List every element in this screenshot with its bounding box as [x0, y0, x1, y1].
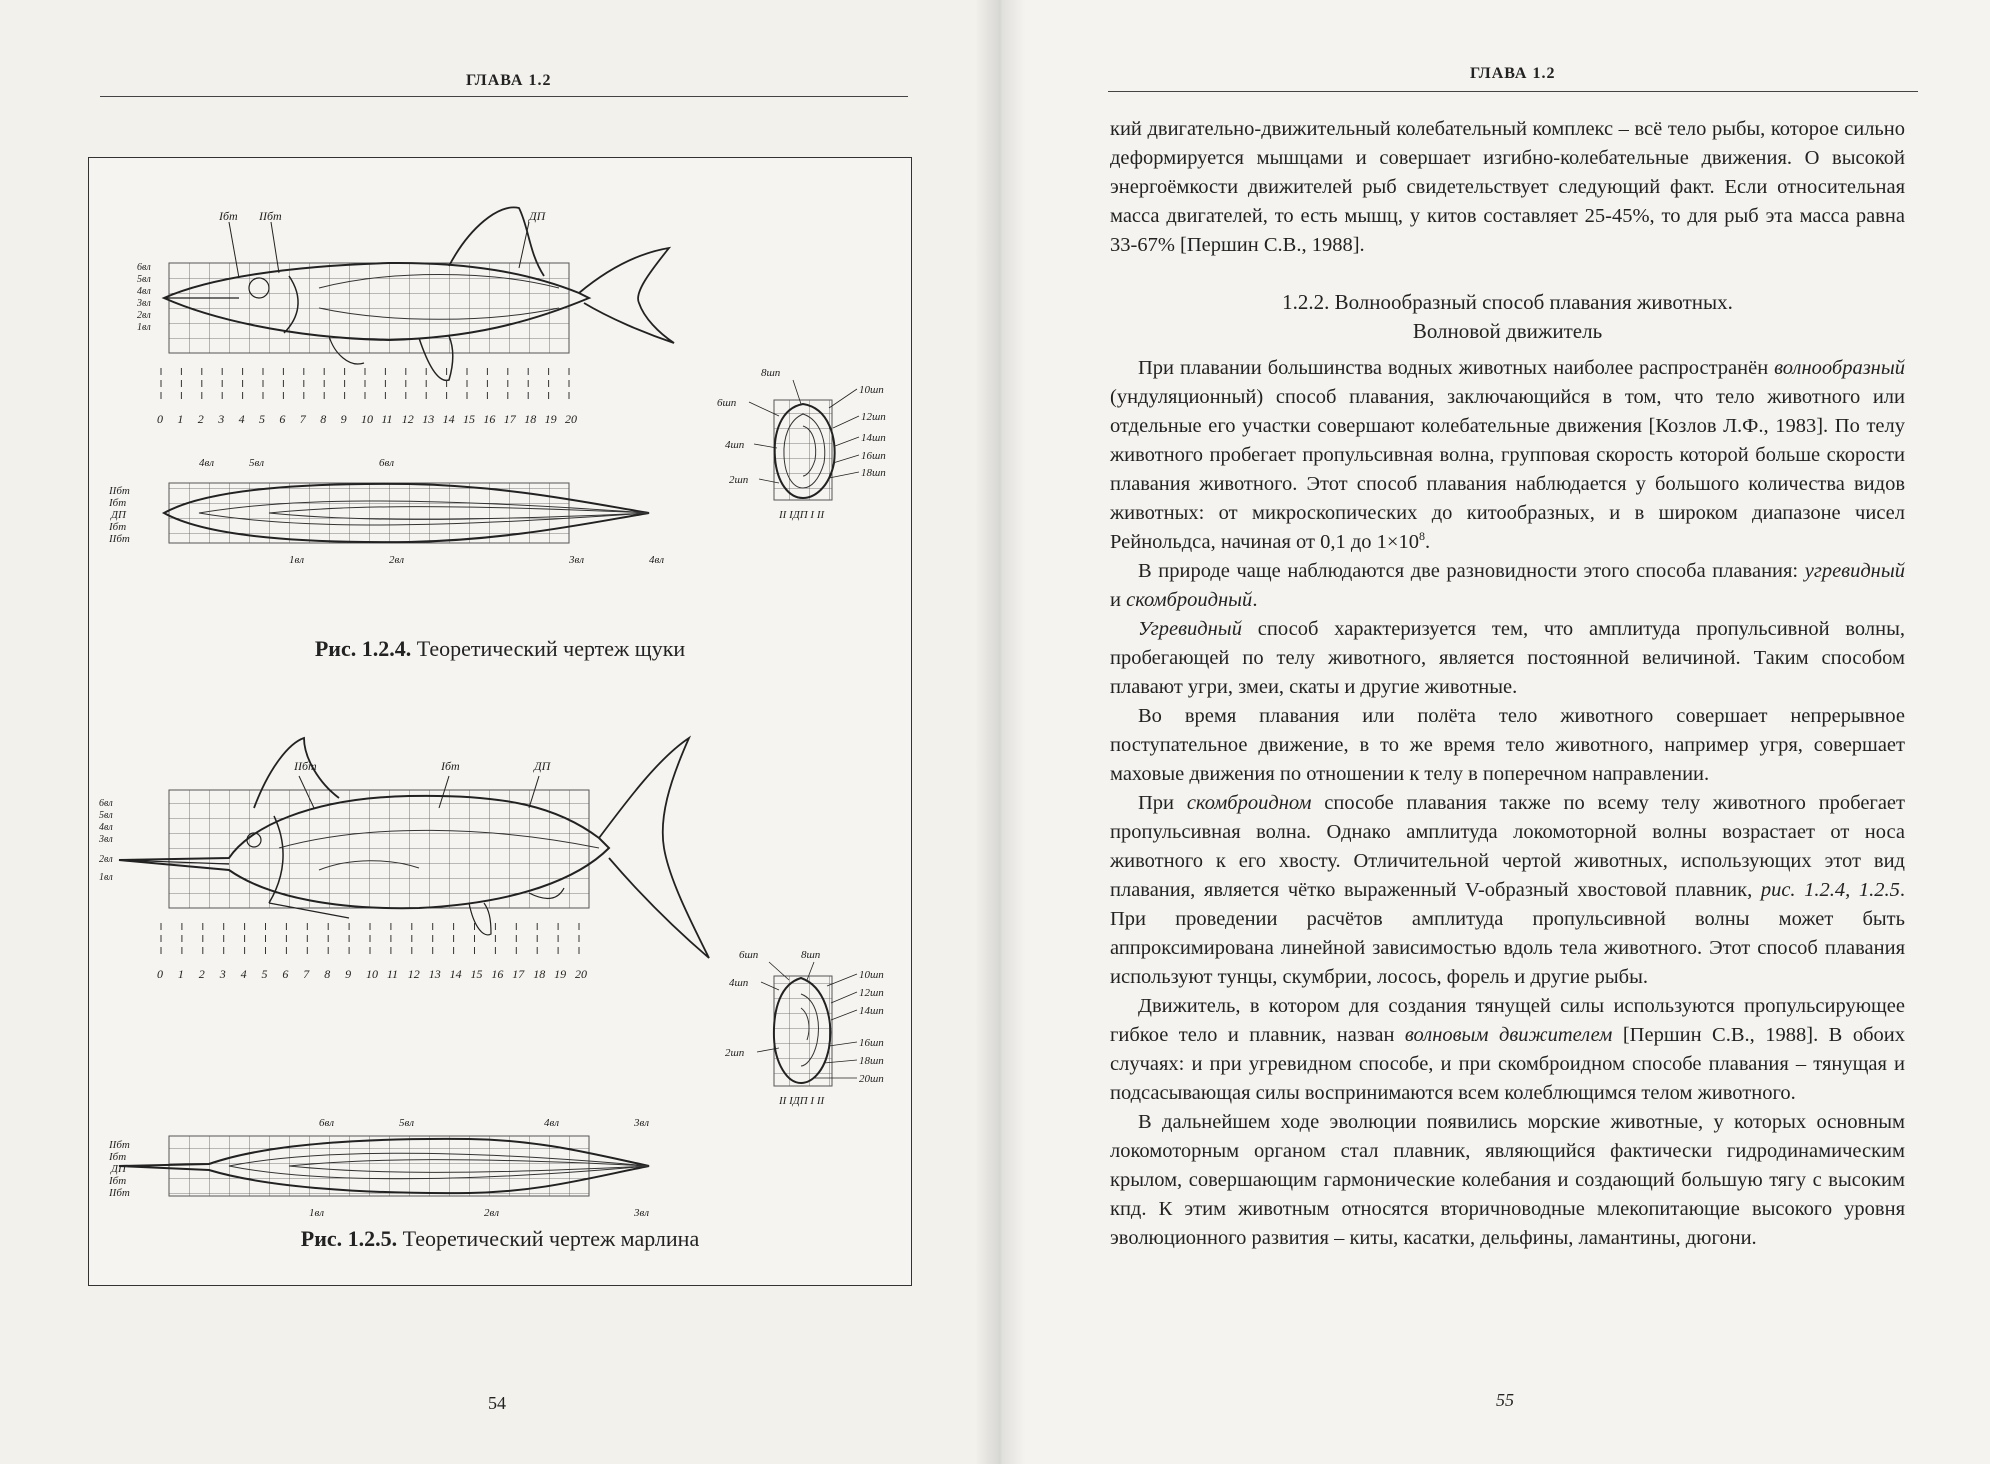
pike-plan-left-4: IIбт: [109, 533, 130, 545]
p5-emphasis: скомброидном: [1186, 792, 1312, 814]
paragraph-2: [1110, 557, 1905, 615]
pike-side-view: [164, 207, 674, 380]
pike-plan-left-1: Iбт: [109, 497, 127, 509]
p6-emphasis: волновым движителем: [1404, 1024, 1613, 1046]
scale-number: 3: [219, 967, 226, 981]
marlin-plan-bot-1: 1вл: [309, 1207, 325, 1219]
pike-plan-top-6: 6вл: [379, 457, 395, 469]
p2-emphasis-1: угревидный: [1804, 560, 1905, 582]
page-number-right: 55: [1496, 1390, 1514, 1410]
scale-number: 20: [565, 412, 577, 426]
marlin-sec-16: 16шп: [859, 1037, 884, 1049]
marlin-wl-3: 3вл: [99, 834, 113, 845]
scale-number: 15: [463, 412, 475, 426]
pike-sec-10: 10шп: [859, 384, 884, 396]
left-page: [0, 0, 990, 1464]
marlin-cross-section: [774, 976, 832, 1086]
scale-number: 12: [407, 967, 420, 981]
marlin-wl-5: 5вл: [99, 810, 113, 821]
page-number-left: 54: [488, 1393, 506, 1413]
p2-text-a: В природе чаще наблюдаются две разновидности этого способа плавания:: [1138, 560, 1805, 582]
scale-number: 2: [197, 412, 204, 426]
pike-wl-1: 1вл: [137, 322, 151, 333]
marlin-plan-bot-2: 2вл: [484, 1207, 500, 1219]
p1-text-a: При плавании большинства водных животных наиболее распространён: [1138, 357, 1775, 379]
paragraph-5: [1110, 789, 1905, 992]
marlin-plan-left-4: IIбт: [109, 1187, 130, 1199]
paragraph-3: [1110, 615, 1905, 702]
marlin-plan-left-3: Iбт: [109, 1175, 127, 1187]
section-heading-line2: Волновой движитель: [1412, 319, 1603, 343]
marlin-plan-left-0: IIбт: [109, 1139, 130, 1151]
p6-text-b: [Першин С.В., 1988]. В обоих случаях: и при угревидном способе, и при скомброидном способе плавания – тянущая и подсасывающая силы воспринимаются всем колеблющимся телом животного.: [1110, 1024, 1905, 1104]
marlin-sec-20: 20шп: [859, 1073, 884, 1085]
p1-text-b: (ундуляционный) способ плавания, заключающийся в том, что тело животного или отдельные его участки совершают колебательные движения [Козлов Л.Ф., 1983]. По телу животного пробегает пропульсивная волна, групповая скорость которой больше скорости плавания животного. Этот способ плавания наблюдается у большого количества видов животных: от микроскопических до китообразных, и в широком диапазоне чисел Рейнольдса, начиная от 0,1 до 1×10: [1110, 386, 1905, 553]
pike-sec-2: 2шп: [729, 474, 749, 486]
marlin-label-2bt: IIбт: [294, 759, 317, 773]
scale-number: 9: [340, 412, 347, 426]
pike-wl-3: 3вл: [137, 298, 151, 309]
marlin-sec-bottom: II IДП I II: [779, 1095, 825, 1107]
scale-number: 1: [177, 967, 184, 981]
scale-number: 0: [157, 412, 163, 426]
scale-number: 16: [491, 967, 504, 981]
scale-number: 11: [381, 412, 393, 426]
p5-text-b: способе плавания также по всему телу животного пробегает пропульсивная волна. Однако амплитуда локомоторной волны возрастает от носа животного к его хвосту. Отличительной чертой животных, использующих этот вид плавания, является чётко выраженный V-образный хвостовой плавник,: [1110, 792, 1905, 901]
scale-number: 15: [470, 967, 483, 981]
scale-number: 18: [524, 412, 537, 426]
marlin-wl-4: 4вл: [99, 822, 113, 833]
pike-label-1bt: Iбт: [219, 209, 238, 223]
marlin-side-view: [119, 738, 709, 958]
marlin-plan-left-1: Iбт: [109, 1151, 127, 1163]
scale-number: 19: [554, 967, 567, 981]
pike-plan-left-2: ДП: [111, 509, 126, 521]
pike-label-2bt: IIбт: [259, 209, 282, 223]
marlin-sec-10: 10шп: [859, 969, 884, 981]
marlin-scale: [157, 923, 587, 981]
running-head-right: ГЛАВА 1.2: [1470, 65, 1556, 82]
marlin-sec-6: 6шп: [739, 949, 759, 961]
p1-emphasis: волнообразный: [1774, 357, 1905, 379]
marlin-sec-4: 4шп: [729, 977, 749, 989]
marlin-sec-8: 8шп: [801, 949, 821, 961]
pike-plan-view: [164, 483, 649, 543]
pike-plan-left-0: IIбт: [109, 485, 130, 497]
scale-number: 12: [401, 412, 414, 426]
scale-number: 2: [198, 967, 205, 981]
pike-sec-12: 12шп: [861, 411, 886, 423]
figure-caption-pike: [89, 636, 911, 662]
marlin-wl-6: 6вл: [99, 798, 113, 809]
pike-sec-16: 16шп: [861, 450, 886, 462]
scale-number: 18: [533, 967, 546, 981]
scale-number: 11: [386, 967, 399, 981]
scale-number: 8: [324, 967, 331, 981]
marlin-sec-14: 14шп: [859, 1005, 884, 1017]
scale-number: 19: [544, 412, 557, 426]
figure-frame: [88, 157, 912, 1286]
scale-number: 10: [361, 412, 373, 426]
right-page: [1000, 0, 1990, 1464]
marlin-plan-top-4: 4вл: [544, 1117, 560, 1129]
scale-number: 5: [259, 412, 265, 426]
pike-plan-bot-1: 1вл: [289, 554, 305, 566]
paragraph-7: В дальнейшем ходе эволюции появились морские животные, у которых основным локомоторным органом стал плавник, являющийся фактически гидродинамическим крылом, совершающим гармонические колебания и создающий большую тягу с высоким кпд. К этим животным относятся вторичноводные млекопитающие высокого уровня эволюционного развития – киты, касатки, дельфины, ламантины, дюгони.: [1110, 1111, 1905, 1249]
p1-text-c: .: [1424, 531, 1431, 553]
scale-number: 14: [442, 412, 455, 426]
pike-sec-bottom: II IДП I II: [779, 509, 825, 521]
marlin-plan-bot-3: 3вл: [634, 1207, 650, 1219]
scale-number: 5: [261, 967, 268, 981]
paragraph-6: [1110, 992, 1905, 1108]
pike-plan-top-5: 5вл: [249, 457, 265, 469]
scale-number: 14: [449, 967, 462, 981]
p6-text-a: Движитель, в котором для создания тянущей силы используются пропульсирующее гибкое тело и плавник, назван: [1110, 995, 1905, 1046]
marlin-plan-view: [119, 1136, 649, 1196]
pike-plan-bot-4: 4вл: [649, 554, 665, 566]
header-rule-left: [100, 96, 908, 97]
marlin-plan-top-6: 6вл: [319, 1117, 335, 1129]
marlin-sec-12: 12шп: [859, 987, 884, 999]
scale-number: 20: [575, 967, 587, 981]
marlin-plan-top-5: 5вл: [399, 1117, 415, 1129]
pike-plan-top-4: 4вл: [199, 457, 215, 469]
pike-sec-18: 18шп: [861, 467, 886, 479]
scale-number: 16: [483, 412, 496, 426]
p2-text-c: .: [1252, 589, 1258, 611]
scale-number: 0: [157, 967, 163, 981]
pike-wl-4: 4вл: [137, 286, 151, 297]
caption-marlin-text: Теоретический чертеж марлина: [397, 1226, 700, 1251]
pike-wl-5: 5вл: [137, 274, 151, 285]
running-head-left: ГЛАВА 1.2: [466, 72, 552, 89]
section-heading-line1: 1.2.2. Волнообразный способ плавания животных.: [1282, 290, 1733, 314]
p3-emphasis: Угревидный: [1138, 618, 1242, 640]
caption-marlin-number: Рис. 1.2.5.: [300, 1226, 398, 1251]
body-text: [1110, 115, 1905, 1253]
pike-wl-6: 6вл: [137, 262, 151, 273]
marlin-wl-1: 1вл: [99, 872, 113, 883]
scale-number: 8: [320, 412, 327, 426]
pike-plan-bot-3: 3вл: [569, 554, 585, 566]
fish-drawings: [89, 158, 911, 1285]
scale-number: 10: [366, 967, 378, 981]
scale-number: 1: [177, 412, 184, 426]
p3-text: способ характеризуется тем, что амплитуда пропульсивной волны, пробегающей по телу животного, является постоянной величиной. Таким способом плавают угри, змеи, скаты и другие животные.: [1110, 618, 1905, 698]
book-gutter: [975, 0, 1025, 1464]
pike-wl-2: 2вл: [137, 310, 151, 321]
caption-pike-number: Рис. 1.2.4.: [314, 636, 412, 661]
scale-number: 4: [240, 967, 247, 981]
scale-number: 6: [282, 967, 289, 981]
p5-text-c: . При проведении расчётов амплитуда пропульсивной волны может быть аппроксимирована линейной зависимостью вдоль тела животного. Этот способ плавания используют тунцы, скумбрии, лосось, форель и другие рыбы.: [1110, 879, 1905, 988]
figure-caption-marlin: [89, 1226, 911, 1252]
scale-number: 7: [303, 967, 310, 981]
marlin-label-1bt: Iбт: [441, 759, 460, 773]
paragraph-4: Во время плавания или полёта тело животного совершает непрерывное поступательное движение, в то же время тело животного, например угря, совершает маховые движения по отношении к телу в поперечном направлении.: [1110, 705, 1905, 785]
marlin-sec-2: 2шп: [725, 1047, 745, 1059]
paragraph-1: [1110, 354, 1905, 557]
marlin-wl-2: 2вл: [99, 854, 113, 865]
pike-scale: [157, 368, 577, 426]
pike-sec-8: 8шп: [761, 367, 781, 379]
pike-sec-4: 4шп: [725, 439, 745, 451]
caption-pike-text: Теоретический чертеж щуки: [411, 636, 686, 661]
p2-emphasis-2: скомброидный: [1126, 589, 1253, 611]
p5-text-a: При: [1138, 792, 1187, 814]
scale-number: 17: [512, 967, 525, 981]
pike-plan-left-3: Iбт: [109, 521, 127, 533]
scale-number: 3: [218, 412, 225, 426]
paragraph-0: кий двигательно-движительный колебательный комплекс – всё тело рыбы, которое сильно деформируется мышцами и совершает изгибно-колебательные движения. О высокой энергоёмкости движителей рыб свидетельствует следующий факт. Если относительная масса двигателей, то есть мышц, у китов составляет 25-45%, то для рыб эта масса равна 33-67% [Першин С.В., 1988].: [1110, 118, 1905, 256]
scale-number: 9: [345, 967, 352, 981]
marlin-label-dp: ДП: [534, 759, 551, 773]
pike-plan-bot-2: 2вл: [389, 554, 405, 566]
scale-number: 7: [299, 412, 306, 426]
p5-figure-ref: рис. 1.2.4, 1.2.5: [1760, 879, 1900, 901]
scale-number: 13: [422, 412, 435, 426]
section-heading: [1110, 288, 1905, 346]
pike-sec-6: 6шп: [717, 397, 737, 409]
scale-number: 4: [238, 412, 245, 426]
pike-sec-14: 14шп: [861, 432, 886, 444]
marlin-plan-top-3: 3вл: [634, 1117, 650, 1129]
scale-number: 13: [428, 967, 441, 981]
marlin-plan-left-2: ДП: [111, 1163, 126, 1175]
marlin-sec-18: 18шп: [859, 1055, 884, 1067]
p1-superscript: 8: [1418, 529, 1425, 544]
pike-label-dp: ДП: [529, 209, 546, 223]
header-rule-right: [1108, 91, 1918, 92]
pike-cross-section: [774, 400, 835, 500]
p2-text-b: и: [1110, 589, 1127, 611]
scale-number: 17: [503, 412, 516, 426]
scale-number: 6: [279, 412, 286, 426]
